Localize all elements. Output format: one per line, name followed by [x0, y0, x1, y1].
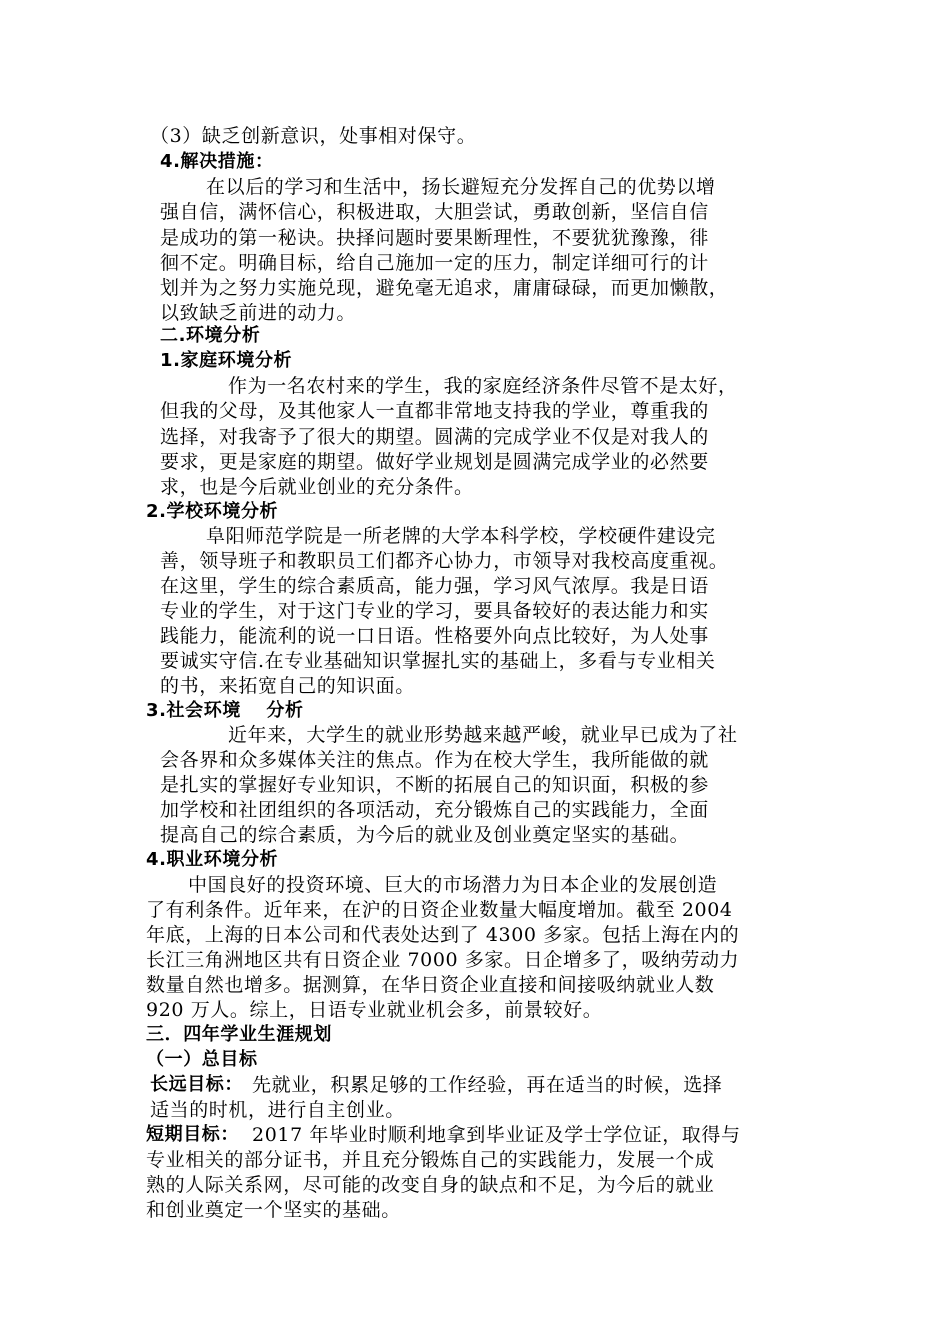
long-term-goal-label: 长远目标： [150, 1074, 243, 1095]
paragraph-line: 中国良好的投资环境、巨大的市场潜力为日本企业的发展创造 [188, 874, 718, 896]
paragraph-line: 徊不定。明确目标，给自己施加一定的压力，制定详细可行的计 [160, 252, 709, 274]
paragraph-line: 近年来，大学生的就业形势越来越严峻，就业早已成为了社 [228, 724, 738, 746]
paragraph-line: 在以后的学习和生活中，扬长避短充分发挥自己的优势以增 [206, 176, 716, 198]
section-heading-environment: 二.环境分析 [160, 325, 261, 346]
paragraph-line: 专业的学生，对于这门专业的学习，要具备较好的表达能力和实 [160, 600, 709, 622]
paragraph-line: 熟的人际关系网，尽可能的改变自身的缺点和不足，为今后的就业 [146, 1174, 715, 1196]
paragraph-line: 但我的父母，及其他家人一直都非常地支持我的学业，尊重我的 [160, 400, 709, 422]
paragraph-line: 年底，上海的日本公司和代表处达到了 4300 多家。包括上海在内的 [146, 924, 740, 946]
section-heading-overall-goal: （一）总目标 [146, 1049, 258, 1070]
paragraph-line: 划并为之努力实施兑现，避免毫无追求，庸庸碌碌，而更加懒散， [160, 277, 729, 299]
paragraph-line: 数量自然也增多。据测算，在华日资企业直接和间接吸纳就业人数 [146, 974, 715, 996]
paragraph-line: 求，也是今后就业创业的充分条件。 [160, 476, 474, 498]
short-term-goal-label: 短期目标： [146, 1124, 239, 1145]
section-heading-solutions: 4.解决措施： [160, 151, 274, 172]
paragraph-line: 选择，对我寄予了很大的期望。圆满的完成学业不仅是对我人的 [160, 426, 709, 448]
paragraph-line: 是成功的第一秘诀。抉择问题时要果断理性，不要犹犹豫豫，徘 [160, 227, 709, 249]
paragraph-line: 提高自己的综合素质，为今后的就业及创业奠定坚实的基础。 [160, 824, 690, 846]
paragraph-line: 是扎实的掌握好专业知识，不断的拓展自己的知识面，积极的参 [160, 774, 709, 796]
long-term-goal-text: 先就业，积累足够的工作经验，再在适当的时候，选择 [252, 1074, 723, 1096]
section-heading-plan: 三．四年学业生涯规划 [146, 1024, 332, 1045]
paragraph-line: 践能力，能流利的说一口日语。性格要外向点比较好，为人处事 [160, 625, 709, 647]
paragraph-line: 强自信，满怀信心，积极进取，大胆尝试，勇敢创新，坚信自信 [160, 201, 709, 223]
paragraph-line: 专业相关的部分证书，并且充分锻炼自己的实践能力，发展一个成 [146, 1149, 715, 1171]
paragraph-line: 要求，更是家庭的期望。做好学业规划是圆满完成学业的必然要 [160, 451, 709, 473]
paragraph-line: 作为一名农村来的学生，我的家庭经济条件尽管不是太好， [228, 375, 738, 397]
paragraph-line: 适当的时机，进行自主创业。 [150, 1099, 405, 1121]
section-heading-school: 2.学校环境分析 [146, 501, 279, 522]
paragraph-line: 要诚实守信.在专业基础知识掌握扎实的基础上，多看与专业相关 [160, 650, 716, 672]
paragraph-line: 以致缺乏前进的动力。 [160, 302, 357, 324]
paragraph-line: 和创业奠定一个坚实的基础。 [146, 1199, 401, 1221]
paragraph-line: 长江三角洲地区共有日资企业 7000 多家。日企增多了，吸纳劳动力 [146, 949, 740, 971]
paragraph-line: 了有利条件。近年来，在沪的日资企业数量大幅度增加。截至 2004 [146, 899, 733, 921]
paragraph-line: 阜阳师范学院是一所老牌的大学本科学校，学校硬件建设完 [206, 525, 716, 547]
short-term-goal-text: 2017 年毕业时顺利地拿到毕业证及学士学位证，取得与 [252, 1124, 741, 1146]
section-heading-family: 1.家庭环境分析 [160, 350, 293, 371]
paragraph-line: 善，领导班子和教职员工们都齐心协力，市领导对我校高度重视。 [160, 550, 729, 572]
list-item-3: （3）缺乏创新意识，处事相对保守。 [150, 125, 477, 147]
paragraph-line: 会各界和众多媒体关注的焦点。作为在校大学生，我所能做的就 [160, 749, 709, 771]
paragraph-line: 的书，来拓宽自己的知识面。 [160, 675, 415, 697]
section-heading-career: 4.职业环境分析 [146, 849, 279, 870]
paragraph-line: 加学校和社团组织的各项活动，充分锻炼自己的实践能力，全面 [160, 799, 709, 821]
paragraph-line: 在这里，学生的综合素质高，能力强，学习风气浓厚。我是日语 [160, 575, 709, 597]
paragraph-line: 920 万人。综上，日语专业就业机会多，前景较好。 [146, 999, 603, 1021]
section-heading-society: 3.社会环境 分析 [146, 700, 304, 721]
